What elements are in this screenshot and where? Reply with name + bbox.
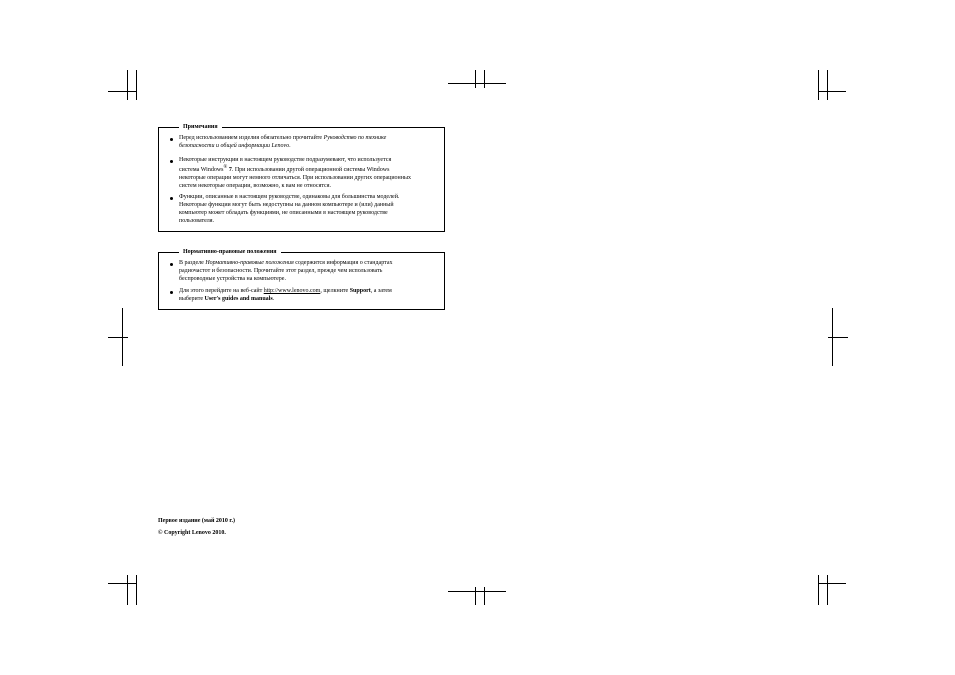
text-line xyxy=(179,164,411,174)
list-item xyxy=(159,259,393,283)
text: . xyxy=(272,296,275,302)
crop-mark xyxy=(136,70,137,100)
text-line: беспроводные устройства на компьютере. xyxy=(179,276,286,282)
regulatory-title: Нормативно-правовые положения xyxy=(179,247,281,257)
text: Перед использованием изделия обязательно прочитайте xyxy=(179,135,324,141)
text-line: Некоторые инструкции в настоящем руководстве подразумевают, что используется xyxy=(179,157,392,163)
support-label: Support xyxy=(349,288,371,294)
crop-mark xyxy=(484,70,485,88)
crop-mark xyxy=(475,70,476,88)
crop-mark xyxy=(127,70,128,100)
crop-mark xyxy=(827,70,828,100)
guides-label: User's guides and manuals xyxy=(204,296,273,302)
crop-mark xyxy=(475,587,476,605)
text-line: пользователя. xyxy=(179,218,214,224)
text: выберите xyxy=(179,296,205,302)
book-title: безопасности и общей информации Lenovo xyxy=(179,143,290,149)
text-line: радиочастот и безопасности. Прочитайте этот раздел, прежде чем использовать xyxy=(179,268,383,274)
registered-mark: ® xyxy=(223,165,228,170)
crop-mark xyxy=(818,583,846,584)
list-item xyxy=(159,287,392,303)
crop-mark xyxy=(448,83,506,84)
text-line xyxy=(179,287,392,295)
text-line: некоторые операции могут немного отличаться. При использовании других операционных xyxy=(179,175,412,181)
text-line xyxy=(179,142,386,150)
crop-mark xyxy=(108,583,136,584)
text-line: компьютер может обладать функциями, не описанными в настоящем руководстве xyxy=(179,210,388,216)
text-line xyxy=(179,134,386,142)
crop-mark xyxy=(828,337,848,338)
crop-mark xyxy=(818,575,819,605)
windows-version: 7 xyxy=(227,167,232,173)
text: Для этого перейдите на веб-сайт xyxy=(179,288,264,294)
crop-mark xyxy=(136,575,137,605)
text-line: Некоторые функции могут быть недоступны на данном компьютере и (или) данный xyxy=(179,202,394,208)
regulatory-box xyxy=(158,249,445,310)
crop-mark xyxy=(818,91,846,92)
crop-mark xyxy=(108,91,136,92)
crop-mark xyxy=(484,587,485,605)
lenovo-website-link[interactable]: http://www.lenovo.com xyxy=(263,288,321,294)
text: содержится информация о стандартах xyxy=(293,260,393,266)
list-item xyxy=(159,134,386,150)
notes-box xyxy=(158,124,445,232)
copyright-text: © Copyright Lenovo 2010. xyxy=(158,530,226,536)
text: система Windows xyxy=(179,167,224,173)
edition-text: Первое издание (май 2010 г.) xyxy=(158,518,235,524)
section-title: Нормативно-правовые положения xyxy=(205,260,294,266)
text: , щелкните xyxy=(320,288,350,294)
crop-mark xyxy=(827,575,828,605)
crop-mark xyxy=(448,591,506,592)
list-item xyxy=(159,193,399,225)
text-line: Функции, описанные в настоящем руководстве, одинаковы для большинства моделей. xyxy=(179,194,400,200)
text: , а затем xyxy=(370,288,392,294)
notes-title: Примечания xyxy=(179,122,222,132)
crop-mark xyxy=(127,575,128,605)
list-item xyxy=(159,156,411,190)
text-line: систем некоторые операции, возможно, к вам не относятся. xyxy=(179,183,331,189)
crop-mark xyxy=(108,337,128,338)
book-title: Руководство по технике xyxy=(323,135,387,141)
text: В разделе xyxy=(179,260,206,266)
text: . xyxy=(289,143,291,149)
text: . При использовании другой операционной системы Windows xyxy=(231,167,390,173)
crop-mark xyxy=(818,70,819,100)
text-line xyxy=(179,295,392,303)
text-line xyxy=(179,259,393,267)
